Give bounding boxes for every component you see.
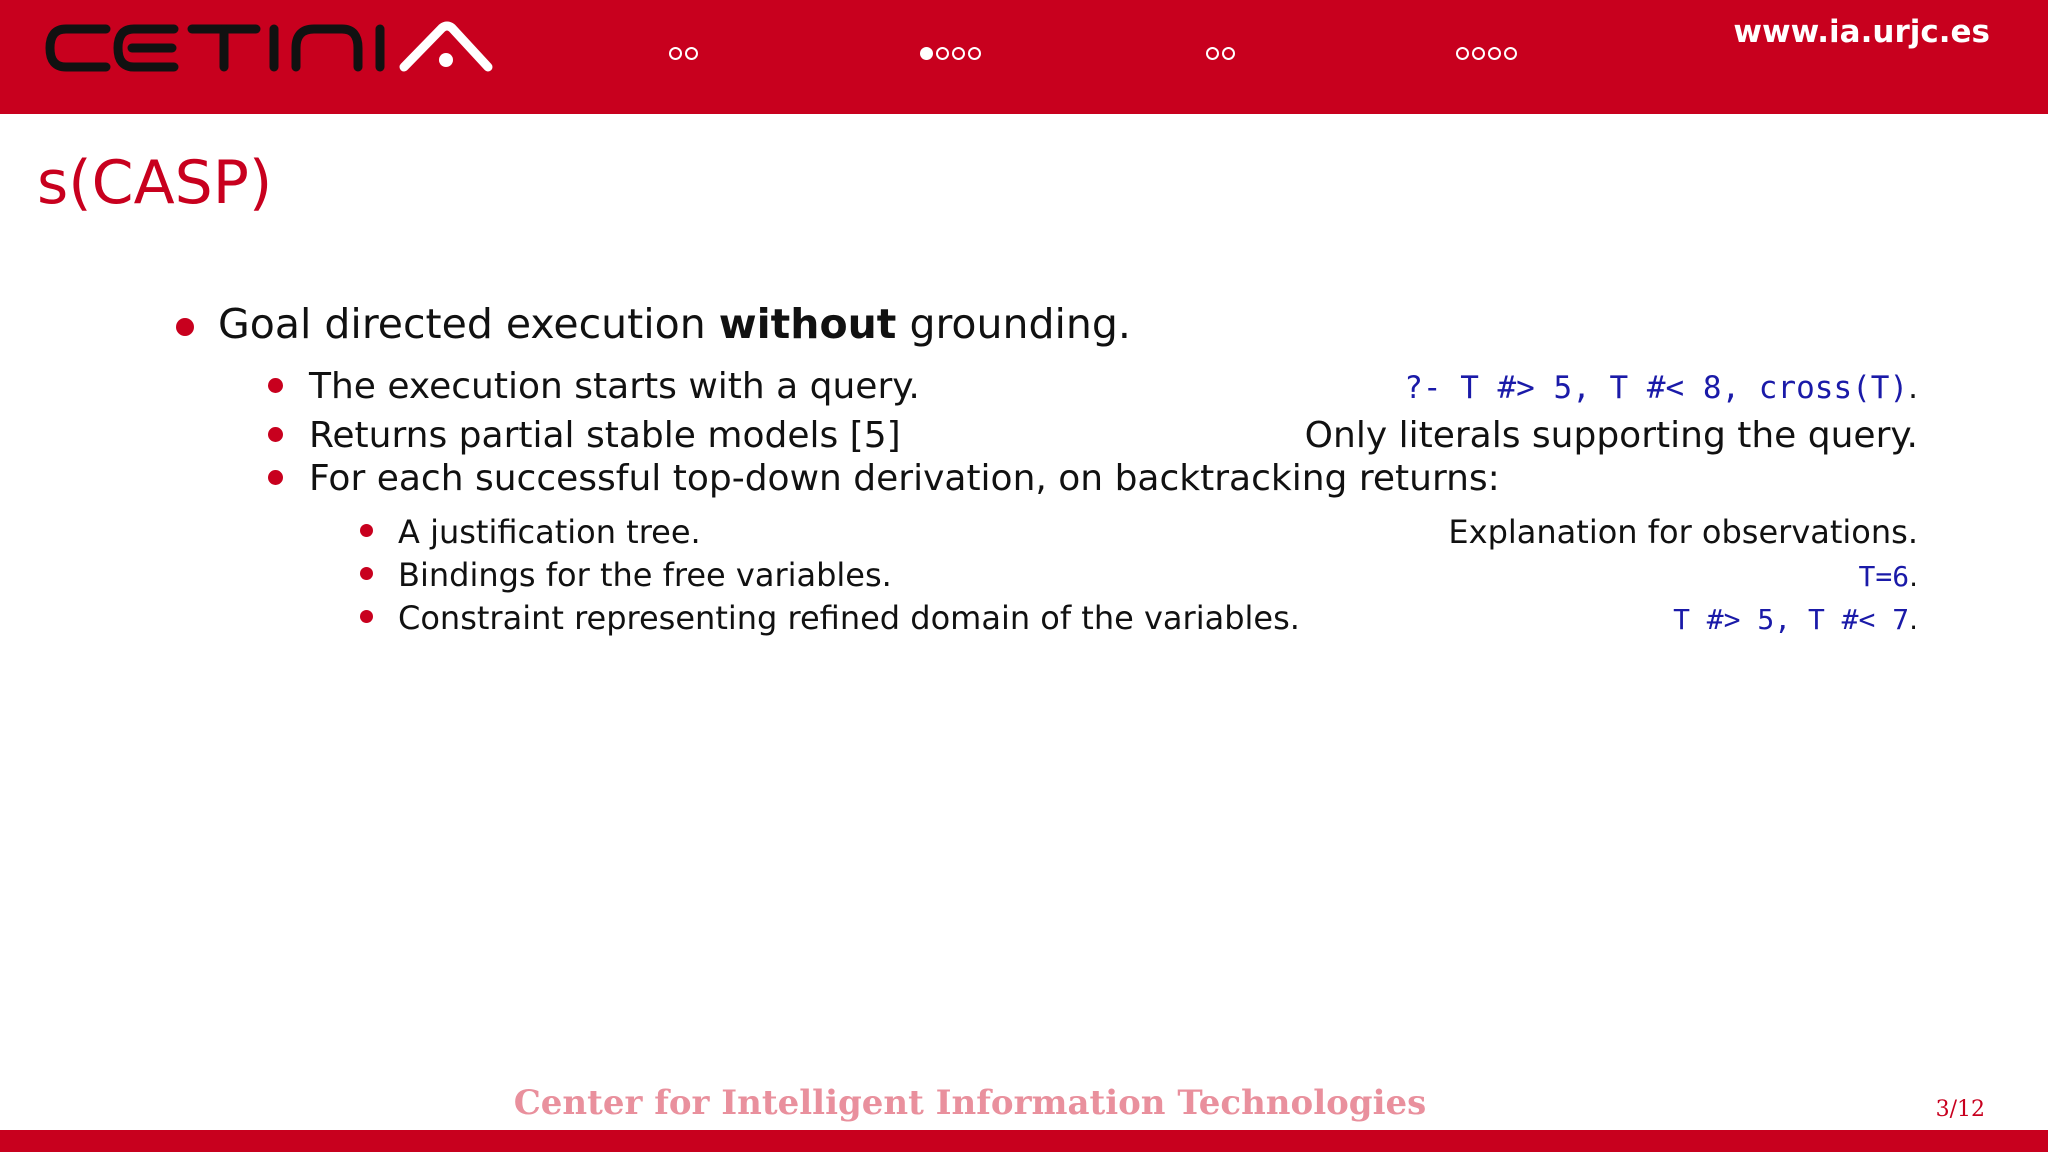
main-bullet-before: Goal directed execution [218,300,719,348]
constraint-code: T #> 5, T #< 7 [1673,603,1910,636]
query-code [1404,370,1918,406]
nav-dot[interactable] [685,47,698,60]
nav-section-2[interactable] [920,47,981,60]
bullet-icon [176,318,194,336]
constraint-code-end: . [1909,603,1918,636]
subitem-justification-note: Explanation for observations. [1448,513,1918,551]
nav-dot[interactable] [952,47,965,60]
query-code-end: . [1908,370,1918,406]
subitem-constraint-text: Constraint representing refined domain of the variables. [398,599,1300,637]
bullet-icon [360,524,373,537]
item-derivation-text: For each successful top-down derivation, on backtracking returns: [309,458,1500,499]
footer-bar [0,1130,2048,1152]
site-url[interactable]: www.ia.urjc.es [1733,14,1990,50]
nav-dot[interactable] [1488,47,1501,60]
page-number: 3/12 [1935,1097,1985,1122]
nav-section-3[interactable] [1206,47,1235,60]
nav-dot[interactable] [1504,47,1517,60]
nav-dot[interactable] [968,47,981,60]
header-bar [0,0,2048,114]
main-bullet-after: grounding. [896,300,1131,348]
bullet-icon [360,610,373,623]
bullet-icon [268,378,283,393]
bullet-icon [360,567,373,580]
item-partial-models-text: Returns partial stable models [5] [309,415,901,456]
slide-title: s(CASP) [37,148,273,218]
bullet-icon [268,427,283,442]
nav-dot[interactable] [1456,47,1469,60]
subitem-bindings-code [1859,560,1918,593]
bindings-code-end: . [1909,560,1918,593]
nav-dot[interactable] [669,47,682,60]
subitem-constraint-code [1673,603,1918,636]
nav-dot[interactable] [936,47,949,60]
item-partial-models-note: Only literals supporting the query. [1304,415,1918,456]
query-code-main: ?- T #> 5, T #< 8, cross [1404,370,1853,406]
main-bullet-text [218,300,1131,348]
nav-dot[interactable] [1222,47,1235,60]
bullet-icon [268,470,283,485]
cetinia-logo [44,20,544,76]
footer-institution: Center for Intelligent Information Technologies [513,1083,1427,1123]
subitem-bindings-text: Bindings for the free variables. [398,556,892,594]
query-code-paren: (T) [1852,370,1909,406]
nav-dot-current[interactable] [920,47,933,60]
item-query-text: The execution starts with a query. [309,366,920,407]
nav-section-4[interactable] [1456,47,1517,60]
bindings-code: T=6 [1858,560,1910,593]
nav-section-1[interactable] [669,47,698,60]
nav-dot[interactable] [1206,47,1219,60]
subitem-justification-text: A justification tree. [398,513,701,551]
main-bullet-bold: without [718,300,897,348]
nav-dot[interactable] [1472,47,1485,60]
